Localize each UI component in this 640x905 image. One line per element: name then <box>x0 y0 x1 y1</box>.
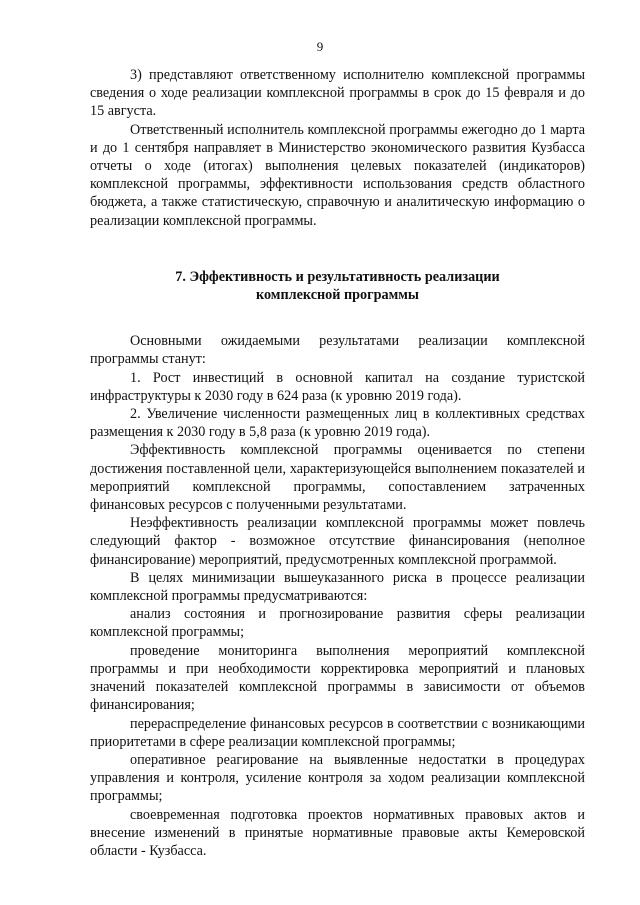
section-heading-line: 7. Эффективность и результативность реализации <box>175 268 500 285</box>
list-item: анализ состояния и прогнозирование развития сферы реализации комплексной программы; <box>90 606 585 641</box>
section-heading <box>90 268 585 304</box>
page-number: 9 <box>316 39 324 54</box>
list-item: 2. Увеличение численности размещенных лиц в коллективных средствах размещения к 2030 году в 5,8 раза (к уровню 2019 года). <box>90 406 585 441</box>
paragraph: Неэффективность реализации комплексной программы может повлечь следующий фактор - возможное отсутствие финансирования (неполное финансирование) мероприятий, предусмотренных комплексной программой. <box>90 515 585 568</box>
list-item: перераспределение финансовых ресурсов в соответствии с возникающими приоритетами в сфере реализации комплексной программы; <box>90 715 585 750</box>
document-body <box>90 66 585 860</box>
paragraph: Эффективность комплексной программы оценивается по степени достижения поставленной цели, характеризующейся выполнением показателей и мероприятий комплексной программы, сопоставлением затраченных финансовых ресурсов с полученными результатами. <box>90 442 585 514</box>
list-item: оперативное реагирование на выявленные недостатки в процедурах управления и контроля, усиление контроля за ходом реализации комплексной программы; <box>90 751 585 805</box>
section-heading-line: комплексной программы <box>255 287 419 304</box>
list-item: проведение мониторинга выполнения мероприятий комплексной программы и при необходимости корректировка мероприятий и плановых значений показателей комплексной программы в зависимости от объемов финансирования; <box>90 642 585 714</box>
paragraph: Ответственный исполнитель комплексной программы ежегодно до 1 марта и до 1 сентября направляет в Министерство экономического развития Кузбасса отчеты о ходе (итогах) выполнения целевых показателей (индикаторов) комплексной программы, эффективности использования средств областного бюджета, а также статистическую, справочную и аналитическую информацию о реализации комплексной программы. <box>90 121 585 229</box>
paragraph: 3) представляют ответственному исполнителю комплексной программы сведения о ходе реализации комплексной программы в срок до 15 февраля и до 15 августа. <box>90 67 585 120</box>
paragraph: В целях минимизации вышеуказанного риска в процессе реализации комплексной программы предусматриваются: <box>90 569 585 605</box>
list-item: своевременная подготовка проектов нормативных правовых актов и внесение изменений в принятые нормативные правовые акты Кемеровской области - Кузбасса. <box>90 806 585 859</box>
list-item: 1. Рост инвестиций в основной капитал на создание туристской инфраструктуры к 2030 году в 624 раза (к уровню 2019 года). <box>90 369 585 404</box>
paragraph: Основными ожидаемыми результатами реализации комплексной программы станут: <box>90 333 585 368</box>
